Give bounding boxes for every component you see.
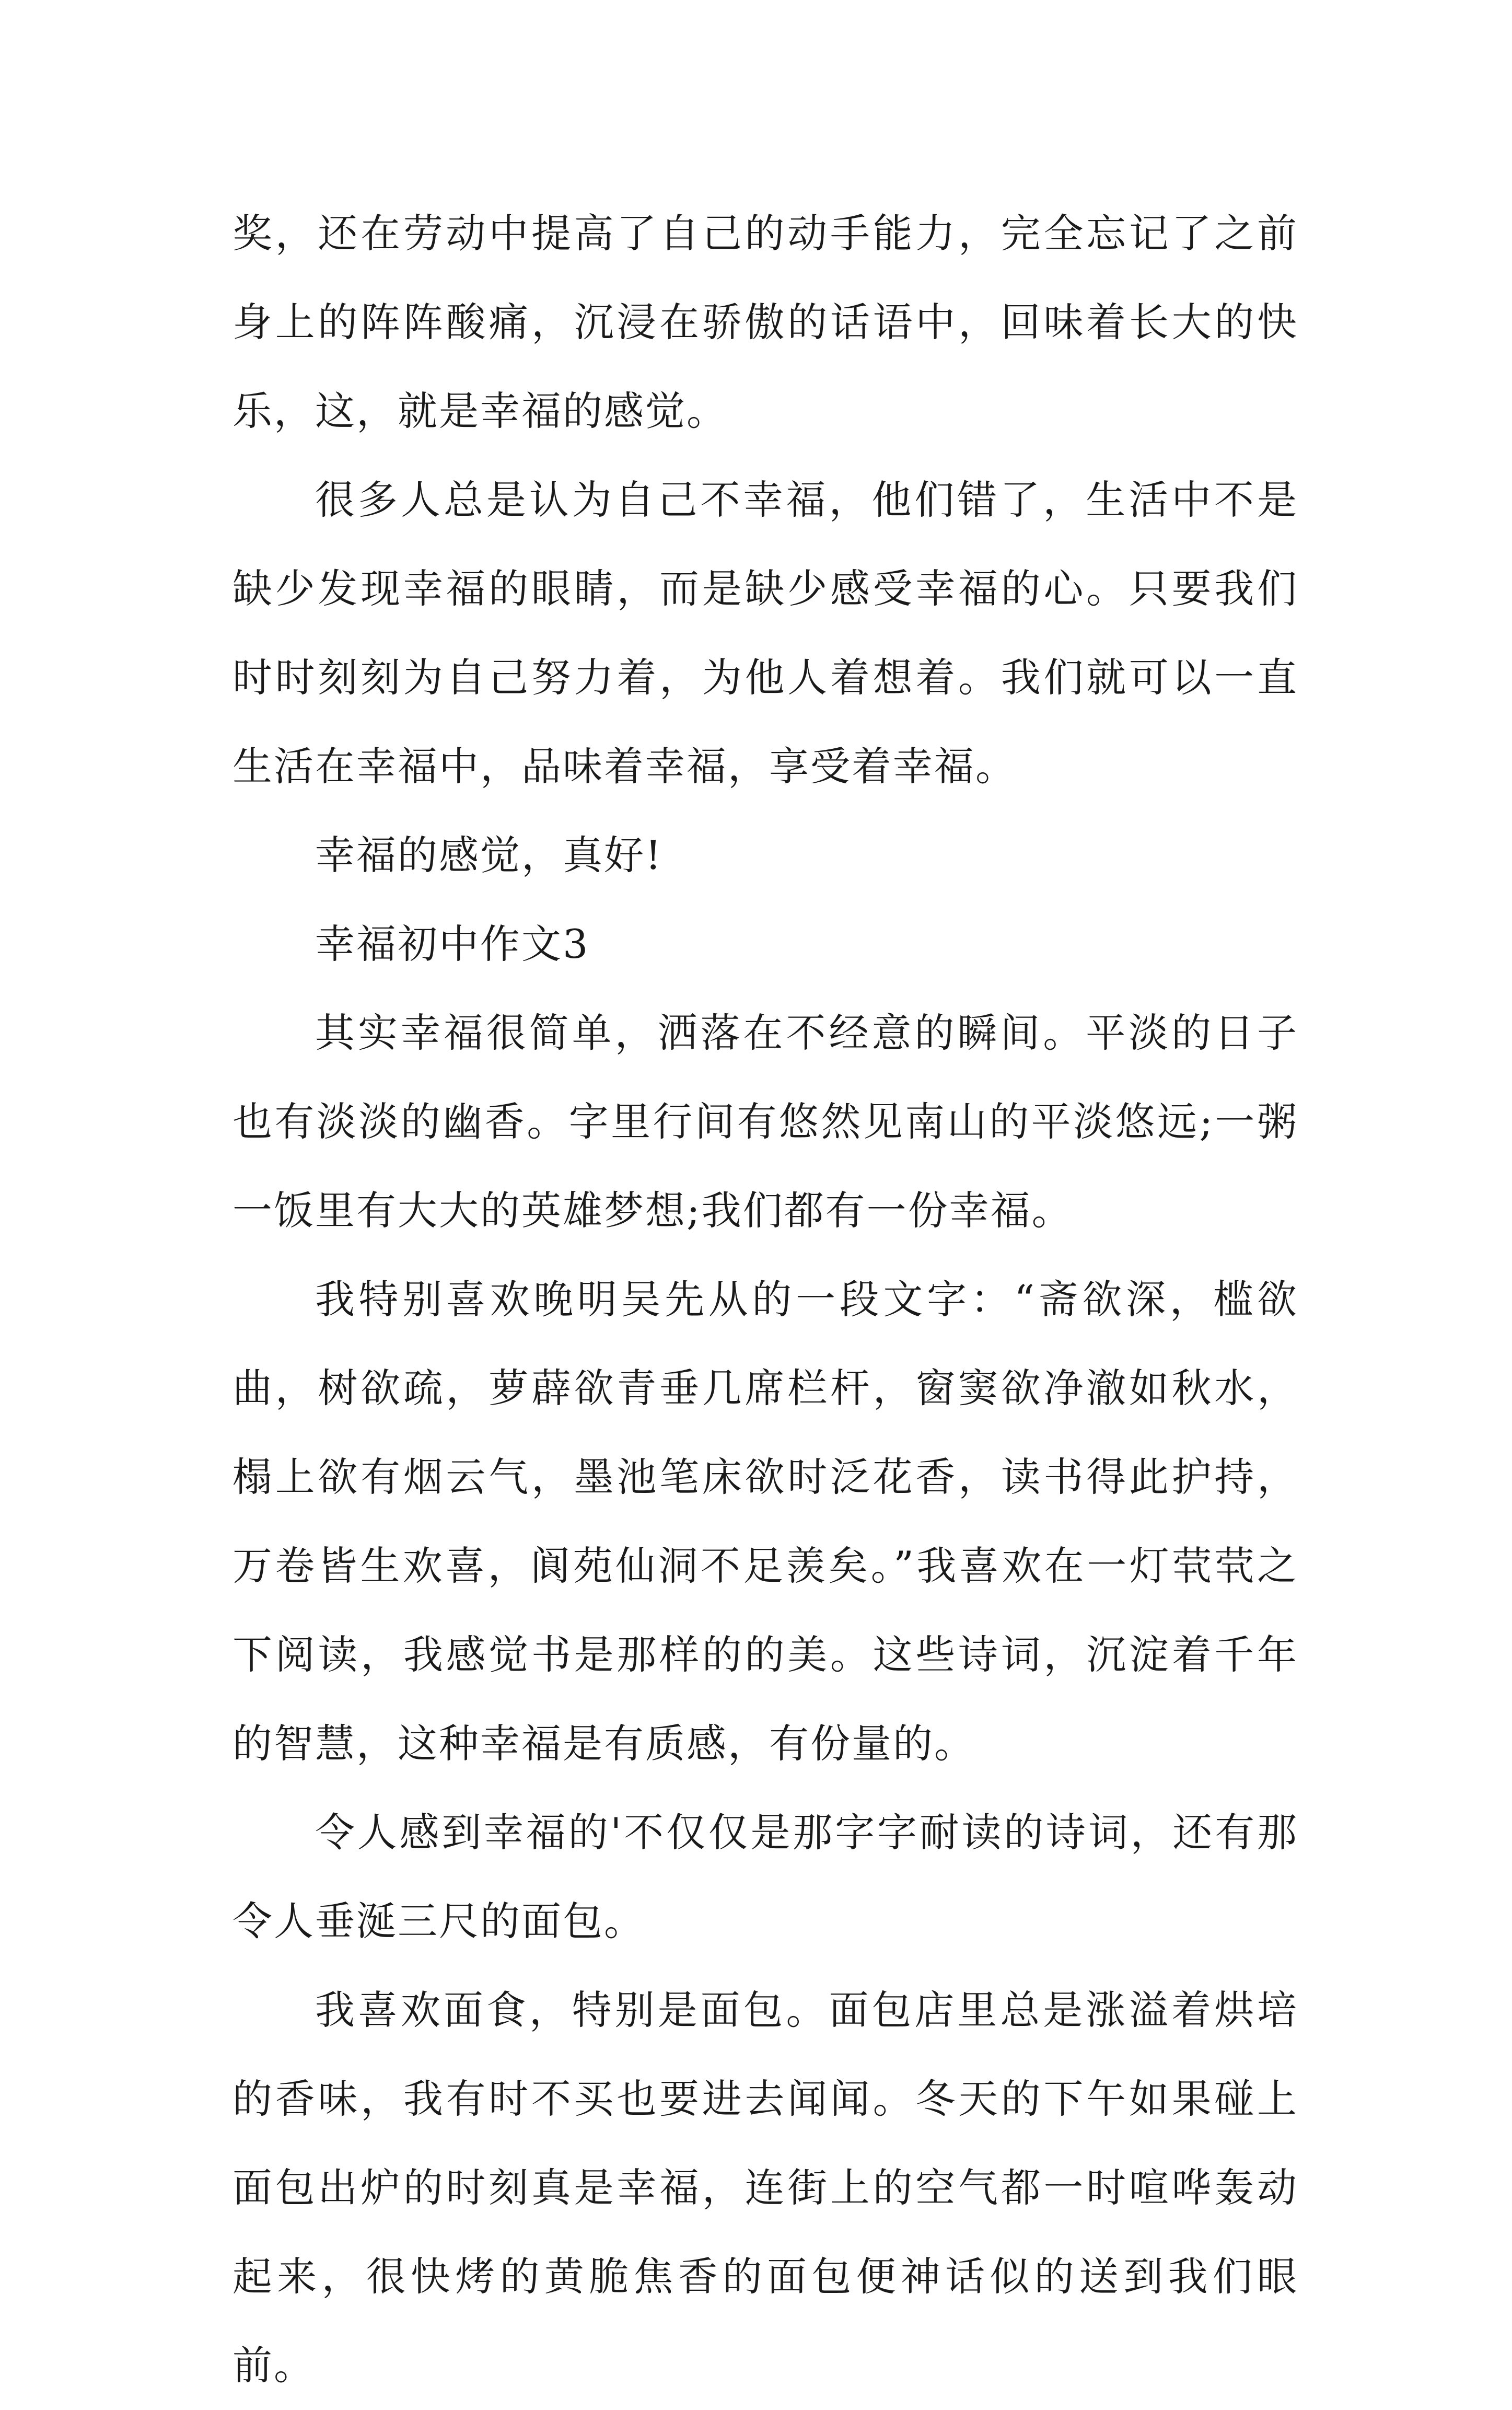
paragraph-bread-intro: 令人感到幸福的'不仅仅是那字字耐读的诗词，还有那令人垂涎三尺的面包。 [232, 1809, 1298, 1944]
paragraph-happiness-good: 幸福的感觉，真好! [315, 832, 663, 878]
paragraph-happiness-simple: 其实幸福很简单，洒落在不经意的瞬间。平淡的日子也有淡淡的幽香。字里行间有悠然见南山的平淡悠远;一粥一饭里有大大的英雄梦想;我们都有一份幸福。 [232, 1010, 1298, 1234]
paragraph-bread: 我喜欢面食，特别是面包。面包店里总是涨溢着烘培的香味，我有时不买也要进去闻闻。冬天的下午如果碰上面包出炉的时刻真是幸福，连街上的空气都一时喧哗轰动起来，很快烤的黄脆焦香的面包便神话似的送到我们眼前。 [232, 1987, 1298, 2389]
document-body [232, 189, 1298, 2410]
paragraph-happiness-heart: 很多人总是认为自己不幸福，他们错了，生活中不是缺少发现幸福的眼睛，而是缺少感受幸福的心。只要我们时时刻刻为自己努力着，为他人着想着。我们就可以一直生活在幸福中，品味着幸福，享受着幸福。 [232, 477, 1298, 790]
paragraph-quotation: 我特别喜欢晚明吴先从的一段文字：“斋欲深，槛欲曲，树欲疏，萝薜欲青垂几席栏杆，窗窦欲净澈如秋水，榻上欲有烟云气，墨池笔床欲时泛花香，读书得此护持，万卷皆生欢喜，阆苑仙洞不足羡矣。”我喜欢在一灯茕茕之下阅读，我感觉书是那样的的美。这些诗词，沉淀着千年的智慧，这种幸福是有质感，有份量的。 [232, 1276, 1298, 1767]
essay-heading: 幸福初中作文3 [315, 921, 590, 967]
paragraph-continuation: 奖，还在劳动中提高了自己的动手能力，完全忘记了之前身上的阵阵酸痛，沉浸在骄傲的话语中，回味着长大的快乐，这，就是幸福的感觉。 [232, 210, 1298, 434]
